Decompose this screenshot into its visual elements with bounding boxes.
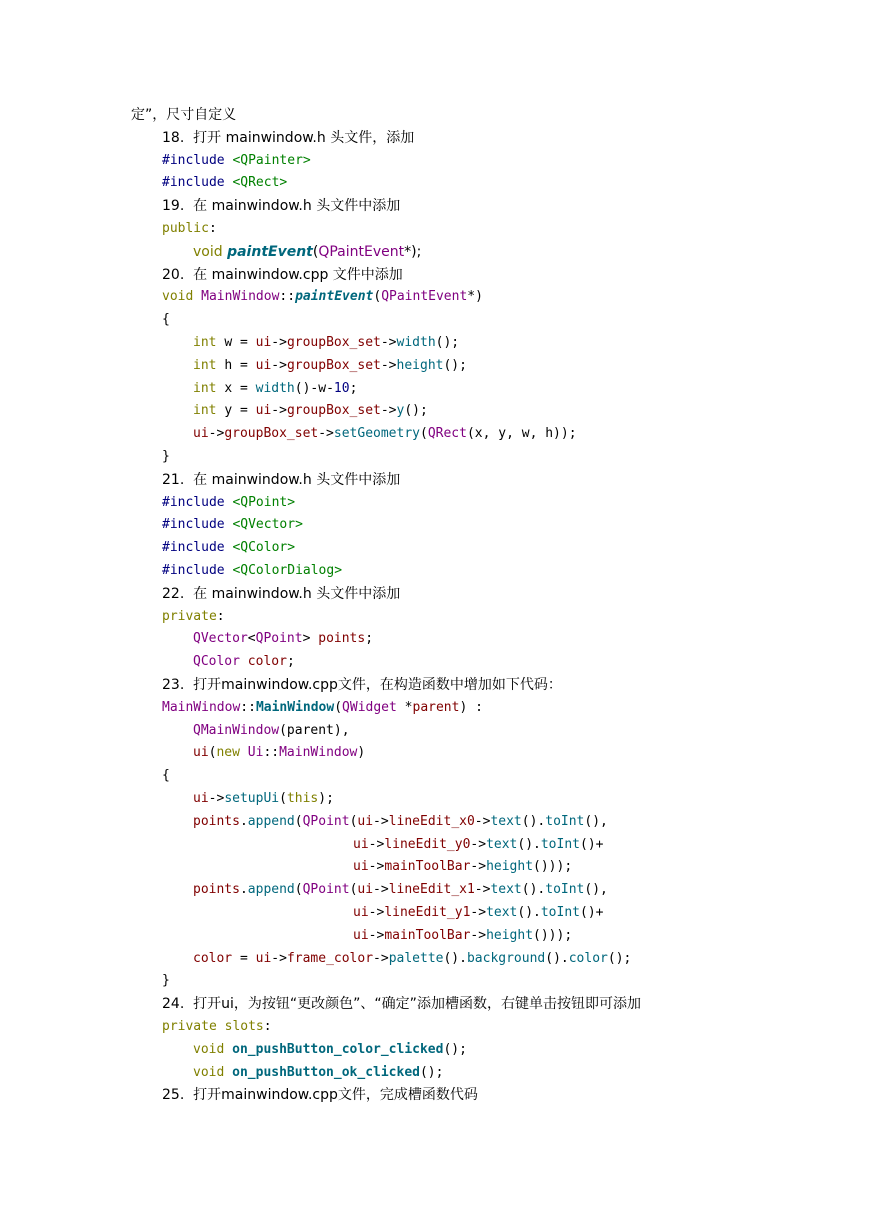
line-token: color — [247, 654, 287, 670]
line-token: groupBox_set — [286, 335, 381, 350]
line-token: ui — [357, 882, 374, 898]
line-token: QPoint — [302, 882, 350, 898]
line-token: toInt — [540, 836, 580, 852]
line-token: -> — [271, 950, 287, 966]
line-token: ( — [349, 813, 358, 829]
line-token: void — [193, 1064, 233, 1080]
line-token: -> — [470, 927, 487, 943]
line-token: (). — [521, 813, 546, 829]
line-token: -> — [373, 950, 389, 966]
line-token: (); — [443, 1041, 467, 1057]
code-line — [193, 356, 467, 376]
code-line — [193, 333, 459, 353]
text-line — [162, 1085, 478, 1105]
line-token: 定”，尺寸自定义 — [131, 107, 237, 123]
line-token: -> — [271, 335, 287, 350]
code-line — [162, 607, 225, 627]
line-token: ui — [357, 813, 374, 829]
line-token: int — [193, 335, 225, 350]
line-token: (), — [584, 813, 608, 829]
line-token: ()+ — [580, 836, 604, 852]
text-line — [193, 242, 421, 262]
code-line — [162, 1017, 272, 1037]
code-line — [193, 812, 608, 832]
line-token: ui — [255, 335, 272, 350]
line-token: . — [239, 882, 248, 898]
text-line — [162, 128, 414, 148]
line-token: QPaintEvent — [381, 289, 468, 305]
code-line — [162, 561, 342, 581]
line-token: -> — [271, 403, 287, 419]
line-token: #include — [162, 175, 233, 191]
line-token: (); — [443, 357, 467, 373]
line-token: void — [193, 1041, 233, 1057]
line-token: int — [193, 380, 225, 396]
text-line — [162, 994, 641, 1014]
code-line — [353, 926, 572, 946]
line-token: -> — [208, 426, 225, 442]
line-token: QMainWindow — [193, 722, 280, 738]
line-token: on_pushButton_color_clicked — [232, 1041, 444, 1057]
line-token: ( — [373, 289, 382, 305]
line-token: : — [208, 221, 217, 236]
line-token: ( — [349, 882, 358, 898]
line-token: ) : — [459, 699, 483, 715]
code-line — [162, 698, 483, 718]
line-token: -> — [380, 357, 397, 373]
line-token: { — [162, 768, 170, 784]
line-token: 22. 在 mainwindow.h 头文件中添加 — [162, 585, 401, 602]
line-token: ())); — [533, 927, 573, 943]
line-token: height — [396, 357, 444, 373]
line-token: groupBox_set — [286, 403, 381, 419]
line-token: -> — [470, 859, 487, 875]
line-token: ); — [318, 791, 334, 806]
line-token: Ui — [247, 745, 264, 761]
line-token: MainWindow — [201, 289, 280, 305]
line-token: -> — [208, 791, 225, 806]
line-token: ui — [255, 403, 272, 419]
code-line — [162, 447, 170, 467]
line-token: text — [486, 905, 518, 920]
line-token: *); — [404, 243, 422, 260]
line-token: ui — [255, 357, 272, 373]
line-token: (x, y, w, h)); — [466, 426, 577, 442]
line-token: QVector — [193, 631, 248, 647]
line-token: { — [162, 312, 170, 328]
code-line — [162, 515, 303, 535]
line-token: new — [216, 745, 248, 761]
line-token: width — [255, 380, 295, 396]
line-token: <QVector> — [232, 517, 303, 533]
line-token: QPoint — [302, 813, 350, 829]
line-token: ui — [353, 927, 369, 943]
line-token: #include — [162, 152, 233, 168]
code-line — [193, 789, 334, 809]
line-token: :: — [263, 745, 280, 761]
line-token: w — [224, 335, 240, 350]
code-line — [162, 971, 170, 991]
line-token: (), — [584, 882, 608, 898]
line-token: MainWindow — [255, 699, 335, 715]
line-token: ; — [349, 380, 358, 396]
line-token: parent — [412, 699, 460, 715]
text-line — [162, 265, 403, 285]
line-token: } — [162, 973, 170, 989]
line-token: setGeometry — [333, 426, 420, 442]
line-token: QPoint — [255, 631, 303, 647]
line-token: -> — [380, 403, 397, 419]
line-token: x — [224, 380, 240, 396]
line-token: :: — [240, 699, 256, 715]
line-token: (); — [419, 1064, 444, 1080]
line-token: * — [404, 699, 413, 715]
line-token: : — [216, 608, 225, 624]
line-token: groupBox_set — [224, 426, 319, 442]
line-token: setupUi — [224, 791, 280, 806]
line-token: append — [247, 882, 295, 898]
line-token: 20. 在 mainwindow.cpp 文件中添加 — [162, 266, 403, 283]
line-token: int — [193, 357, 225, 373]
line-token: 19. 在 mainwindow.h 头文件中添加 — [162, 198, 401, 215]
line-token: < — [247, 631, 256, 647]
line-token: = — [239, 950, 256, 966]
code-line — [162, 219, 217, 239]
line-token: ( — [294, 882, 303, 898]
line-token: (); — [404, 403, 428, 419]
line-token: lineEdit_x1 — [388, 882, 475, 898]
line-token: lineEdit_x0 — [388, 813, 475, 829]
line-token: h — [224, 357, 240, 373]
line-token: *) — [467, 289, 483, 305]
line-token: = — [239, 357, 256, 373]
code-line — [162, 766, 170, 786]
line-token: ; — [365, 631, 374, 647]
line-token: (parent), — [279, 722, 350, 738]
line-token: ( — [419, 426, 428, 442]
code-line — [193, 949, 631, 969]
code-line — [162, 310, 170, 330]
line-token: ui — [193, 745, 209, 761]
line-token: 25. 打开mainwindow.cpp文件，完成槽函数代码 — [162, 1087, 478, 1104]
line-token: -> — [373, 813, 389, 829]
code-line — [353, 835, 603, 855]
line-token: ()-w- — [294, 380, 334, 396]
line-token: ui — [353, 859, 369, 875]
line-token: frame_color — [286, 950, 374, 966]
line-token: #include — [162, 494, 233, 510]
text-line — [162, 196, 400, 216]
line-token: #include — [162, 517, 233, 533]
line-token: void — [193, 243, 228, 260]
line-token: MainWindow — [162, 699, 241, 715]
line-token: text — [490, 813, 522, 829]
line-token: -> — [318, 426, 334, 442]
line-token: ( — [208, 745, 217, 761]
line-token: toInt — [540, 905, 580, 920]
line-token: (); — [607, 950, 632, 966]
line-token: points — [193, 813, 240, 829]
line-token: color — [193, 950, 240, 966]
code-line — [193, 652, 295, 672]
line-token: : — [263, 1019, 272, 1034]
line-token: toInt — [545, 813, 585, 829]
line-token: ( — [294, 813, 303, 829]
line-token: #include — [162, 563, 233, 578]
code-line — [162, 493, 295, 513]
line-token: toInt — [545, 882, 585, 898]
code-line — [193, 1040, 467, 1060]
code-line — [162, 173, 287, 193]
line-token: (). — [517, 836, 541, 852]
line-token: y — [224, 403, 240, 419]
line-token: ()+ — [580, 905, 604, 920]
line-token: <QRect> — [232, 175, 288, 191]
line-token: = — [239, 380, 256, 396]
code-line — [193, 629, 373, 649]
line-token: lineEdit_y0 — [384, 836, 471, 852]
line-token: y — [396, 403, 405, 419]
line-token: :: — [279, 289, 296, 305]
line-token: -> — [474, 813, 491, 829]
line-token: -> — [368, 859, 385, 875]
line-token: ui — [255, 950, 272, 966]
code-line — [162, 151, 311, 171]
line-token: <QColor> — [232, 540, 296, 556]
line-token: -> — [368, 905, 385, 920]
text-line — [131, 105, 236, 125]
line-token: <QPoint> — [232, 494, 296, 510]
line-token: lineEdit_y1 — [384, 905, 471, 920]
line-token: (). — [517, 905, 541, 920]
line-token: ui — [353, 836, 369, 852]
code-line — [193, 743, 365, 763]
line-token: QColor — [193, 654, 248, 670]
code-line — [193, 424, 577, 444]
line-token: ui — [193, 426, 209, 442]
line-token: 24. 打开ui，为按钮“更改颜色”、“确定”添加槽函数，右键单击按钮即可添加 — [162, 996, 641, 1013]
line-token: > — [302, 631, 319, 647]
line-token: -> — [470, 905, 487, 920]
line-token: public — [162, 221, 209, 236]
line-token: groupBox_set — [286, 357, 381, 373]
line-token: ( — [334, 699, 343, 715]
line-token: #include — [162, 540, 233, 556]
code-line — [193, 880, 608, 900]
code-line — [162, 287, 483, 307]
line-token: text — [490, 882, 522, 898]
line-token: points — [318, 631, 366, 647]
line-token: = — [239, 403, 256, 419]
text-line — [162, 470, 400, 490]
line-token: mainToolBar — [384, 859, 471, 875]
line-token: MainWindow — [279, 745, 358, 761]
code-line — [162, 538, 295, 558]
line-token: (); — [435, 335, 460, 350]
line-token: 10 — [333, 380, 350, 396]
code-line — [193, 401, 428, 421]
code-line — [193, 721, 350, 741]
code-line — [353, 903, 603, 923]
line-token: ( — [312, 243, 319, 260]
line-token: 18. 打开 mainwindow.h 头文件，添加 — [162, 129, 415, 146]
line-token: (). — [443, 950, 467, 966]
line-token: void — [162, 289, 202, 305]
line-token: } — [162, 449, 170, 464]
line-token: 23. 打开mainwindow.cpp文件，在构造函数中增加如下代码： — [162, 677, 562, 693]
line-token: ui — [353, 905, 369, 920]
line-token: background — [466, 950, 546, 966]
line-token: -> — [368, 836, 385, 852]
line-token: 21. 在 mainwindow.h 头文件中添加 — [162, 471, 401, 488]
line-token: this — [286, 791, 319, 806]
line-token: paintEvent — [295, 289, 374, 305]
code-line — [353, 857, 572, 877]
line-token: QRect — [427, 426, 467, 442]
line-token: points — [193, 882, 240, 898]
line-token: <QColorDialog> — [232, 563, 343, 578]
line-token: on_pushButton_ok_clicked — [232, 1064, 420, 1080]
code-line — [193, 1063, 443, 1083]
line-token: ( — [279, 791, 287, 806]
line-token: QWidget — [342, 699, 405, 715]
line-token: -> — [474, 882, 491, 898]
text-line — [162, 675, 562, 695]
text-line — [162, 584, 400, 604]
line-token: QPaintEvent — [318, 243, 405, 260]
line-token: private slots — [162, 1019, 264, 1034]
line-token: int — [193, 403, 225, 419]
line-token: ui — [193, 791, 209, 806]
line-token: ())); — [533, 859, 573, 875]
line-token: (). — [521, 882, 546, 898]
line-token: -> — [368, 927, 385, 943]
line-token: paintEvent — [227, 243, 313, 260]
line-token: ; — [286, 654, 295, 670]
line-token: append — [247, 813, 295, 829]
line-token: <QPainter> — [232, 152, 311, 168]
line-token: height — [486, 927, 534, 943]
line-token: . — [239, 813, 248, 829]
line-token: -> — [470, 836, 487, 852]
line-token: palette — [388, 950, 444, 966]
line-token: height — [486, 859, 534, 875]
line-token: text — [486, 836, 518, 852]
line-token: private — [162, 608, 217, 624]
line-token: mainToolBar — [384, 927, 471, 943]
line-token: (). — [545, 950, 569, 966]
line-token: -> — [271, 357, 287, 373]
code-line — [193, 379, 357, 399]
line-token: ) — [357, 745, 366, 761]
line-token: = — [239, 335, 256, 350]
line-token: -> — [380, 335, 397, 350]
line-token: width — [396, 335, 436, 350]
line-token: -> — [373, 882, 389, 898]
line-token: color — [568, 950, 608, 966]
